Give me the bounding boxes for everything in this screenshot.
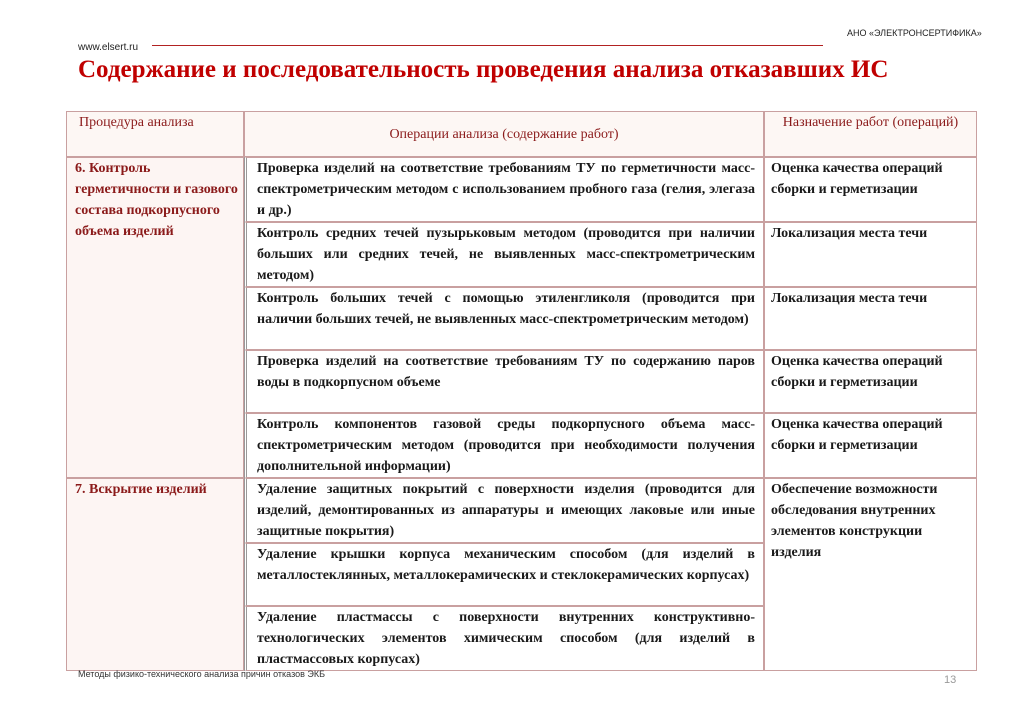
procedure-cell-6: 6. Контроль герметичности и газового состава подкорпусного объема изделий [66,157,244,478]
column-header-operations: Операции анализа (содержание работ) [244,111,764,157]
page-number: 13 [944,674,957,686]
operation-cell: Проверка изделий на соответствие требованиям ТУ по герметичности масс-спектрометрическим методом с использованием пробного газа (гелия, элегаза и др.) [244,157,764,222]
purpose-cell: Оценка качества операций сборки и герметизации [764,350,977,413]
purpose-cell: Локализация места течи [764,222,977,287]
operation-cell: Проверка изделий на соответствие требованиям ТУ по содержанию паров воды в подкорпусном объеме [244,350,764,413]
table-row [66,157,977,222]
website-url: www.elsert.ru [78,42,139,53]
operation-cell: Удаление защитных покрытий с поверхности изделия (проводится для изделий, демонтированных из аппаратуры и имеющих лаковые или иные защитные покрытия) [244,478,764,543]
operation-cell: Контроль средних течей пузырьковым методом (проводится при наличии больших или средних течей, не выявленных масс-спектрометрическим методом) [244,222,764,287]
column-header-procedure: Процедура анализа [66,111,244,157]
analysis-table [66,111,977,671]
table-header-row [66,111,977,157]
operation-cell: Контроль больших течей с помощью этиленгликоля (проводится при наличии больших течей, не выявленных масс-спектрометрическим методом) [244,287,764,350]
procedure-cell-7: 7. Вскрытие изделий [66,478,244,671]
operation-cell: Удаление пластмассы с поверхности внутренних конструктивно-технологических элементов химическим способом (для изделий в пластмассовых корпусах) [244,606,764,671]
operation-cell: Контроль компонентов газовой среды подкорпусного объема масс-спектрометрическим методом (проводится при необходимости получения дополнительной информации) [244,413,764,478]
table-row [66,478,977,543]
purpose-cell: Оценка качества операций сборки и герметизации [764,157,977,222]
purpose-cell: Оценка качества операций сборки и герметизации [764,413,977,478]
header-divider [152,45,823,46]
organization-name: АНО «ЭЛЕКТРОНСЕРТИФИКА» [847,28,982,38]
footer-text: Методы физико-технического анализа причин отказов ЭКБ [78,669,326,679]
purpose-cell: Обеспечение возможности обследования внутренних элементов конструкции изделия [764,478,977,671]
slide-title: Содержание и последовательность проведения анализа отказавших ИС [78,56,889,83]
column-header-purpose: Назначение работ (операций) [764,111,977,157]
purpose-cell: Локализация места течи [764,287,977,350]
operation-cell: Удаление крышки корпуса механическим способом (для изделий в металлостеклянных, металлокерамических и стеклокерамических корпусах) [244,543,764,606]
